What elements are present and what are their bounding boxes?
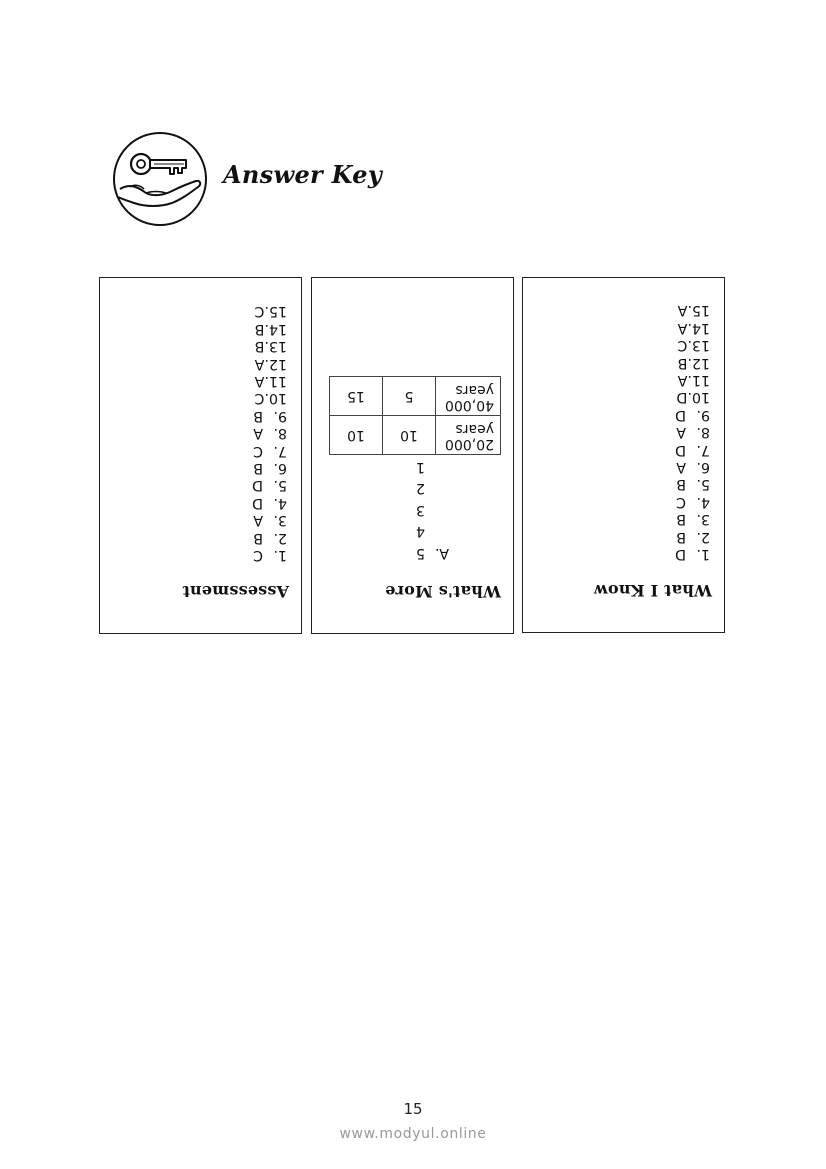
whats-more-box	[311, 277, 514, 634]
list-item: 3.A	[253, 512, 287, 529]
list-item: 2.B	[676, 528, 710, 545]
assessment-answers	[252, 302, 287, 563]
list-item: 10.D	[676, 389, 710, 406]
list-item: 13.C	[677, 337, 710, 354]
list-item: 14.B	[254, 320, 287, 337]
what-i-know-answers	[675, 301, 710, 562]
list-item: 9.B	[253, 407, 287, 424]
list-item: 4.C	[676, 493, 710, 510]
assessment-box	[99, 277, 302, 634]
what-i-know-box	[522, 277, 725, 633]
table-row: 20,000 years 10 10	[330, 416, 501, 455]
list-item: 15.A	[677, 302, 710, 319]
list-item: 4	[415, 523, 425, 540]
whats-more-table	[329, 376, 501, 455]
list-item: 8.A	[676, 424, 710, 441]
list-item: 1	[415, 459, 425, 475]
list-item: 8.A	[253, 425, 287, 442]
list-item: 12.B	[677, 354, 710, 371]
key-in-hand-icon	[112, 131, 208, 227]
list-item: 3.B	[676, 511, 710, 528]
list-item: 5.D	[252, 477, 287, 494]
list-item: 11.A	[254, 372, 287, 389]
list-item: 7.C	[253, 442, 287, 459]
list-item: 6.B	[253, 459, 287, 476]
whats-more-heading: What's More	[384, 582, 501, 601]
what-i-know-heading: What I Know	[593, 581, 712, 600]
list-item: 5.B	[676, 476, 710, 493]
list-item: 4.D	[252, 494, 287, 511]
table-row: 40,000 years 5 15	[330, 377, 501, 416]
page-title: Answer Key	[223, 160, 383, 189]
list-item: 14.A	[677, 319, 710, 336]
list-item: 10.C	[254, 390, 287, 407]
list-item: 3	[415, 502, 425, 518]
list-item: 12.A	[254, 355, 287, 372]
watermark: www.modyul.online	[339, 1126, 487, 1142]
list-item: 15.C	[254, 303, 287, 320]
assessment-heading: Assessment	[182, 582, 289, 601]
list-item: 6.A	[676, 458, 710, 475]
list-item: A.5	[415, 545, 449, 561]
page-number: 15	[403, 1100, 423, 1118]
list-item: 1.C	[253, 547, 287, 563]
list-item: 11.A	[677, 371, 710, 388]
list-item: 7.D	[675, 441, 710, 458]
list-item: 13.B	[254, 338, 287, 355]
list-item: 9.D	[675, 406, 710, 423]
whats-more-list	[416, 456, 449, 564]
list-item: 1.D	[675, 546, 710, 562]
list-item: 2.B	[253, 529, 287, 546]
list-item: 2	[415, 480, 425, 497]
